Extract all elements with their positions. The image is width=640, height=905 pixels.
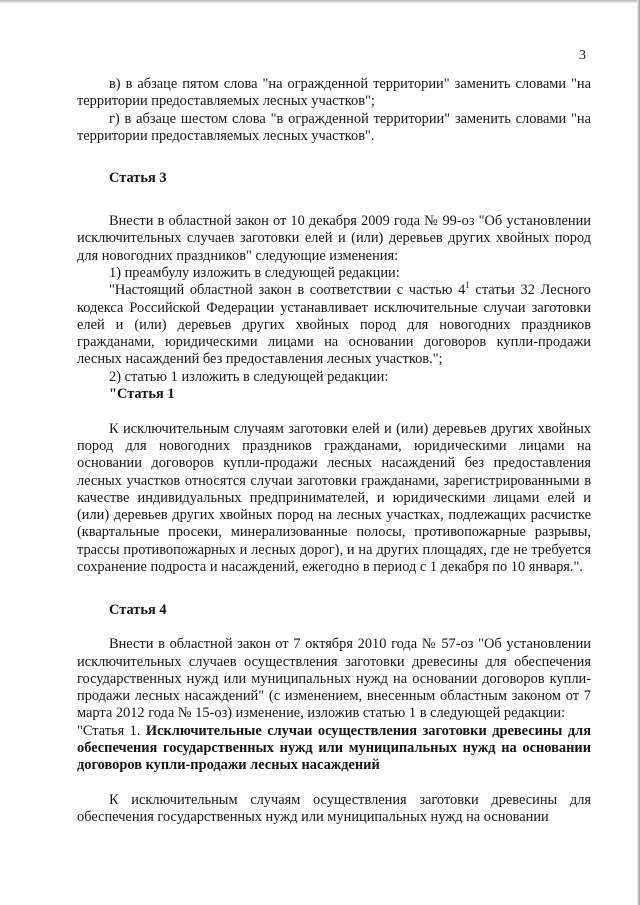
quoted-article-1-title-block bbox=[77, 723, 591, 775]
preamble-text-end: статьи 32 Лесного кодекса Российской Федерации устанавливает исключительные случаи заготовки елей и (или) деревьев других хвойных пород для новогодних праздников гражданами, юридическими лицами на основании договоров купли-продажи лесных насаждений без предоставления лесных участков."; bbox=[77, 282, 591, 368]
quoted-article-1-text: К исключительным случаям заготовки елей и (или) деревьев других хвойных пород для новогодних праздников гражданами, юридическими лицами на основании договоров купли-продажи лесных насаждений без предоставления лесных участков относятся случаи заготовки гражданами, зарегистрированными в качестве индивидуальных предпринимателей, и юридическими лицами елей и (или) деревьев других хвойных пород на лесных участках, подлежащих расчистке (квартальные просеки, минерализованные полосы, противопожарные разрывы, трассы противопожарных и лесных дорог), и на других площадях, где не требуется сохранение подроста и насаждений, ежегодно в период с 1 декабря по 10 января.". bbox=[77, 420, 591, 576]
spacer bbox=[77, 403, 591, 420]
scan-edge-top bbox=[0, 0, 640, 3]
article-3-intro: Внести в областной закон от 10 декабря 2009 года № 99-оз "Об установлении исключительных случаев заготовки елей и (или) деревьев других хвойных пород для новогодних праздников" следующие изменения: bbox=[77, 213, 591, 264]
article-4-heading: Статья 4 bbox=[109, 601, 167, 618]
article-3-item-2: 2) статью 1 изложить в следующей редакции: bbox=[109, 368, 389, 385]
item-v-paragraph: в) в абзаце пятом слова "на огражденной территории" заменить словами "на территории предоставляемых лесных участков"; bbox=[77, 76, 591, 110]
spacer bbox=[77, 188, 591, 205]
spacer bbox=[77, 594, 591, 602]
preamble-text-start: "Настоящий областной закон в соответствии с частью 4 bbox=[109, 282, 466, 299]
spacer bbox=[77, 576, 591, 593]
spacer bbox=[77, 775, 591, 792]
article-3-heading: Статья 3 bbox=[109, 170, 167, 187]
quoted-article-1-heading: "Статья 1 bbox=[109, 386, 175, 403]
spacer bbox=[77, 162, 591, 170]
article-4-quoted-text: К исключительным случаям осуществления заготовки древесины для обеспечения государственных нужд или муниципальных нужд на основании bbox=[77, 791, 591, 826]
item-g-paragraph: г) в абзаце шестом слова "в огражденной территории" заменить словами "на территории предоставляемых лесных участков". bbox=[77, 110, 591, 144]
article-4-intro: Внести в областной закон от 7 октября 2010 года № 57-оз "Об установлении исключительных случаев осуществления заготовки древесины для обеспечения государственных нужд или муниципальных нужд на основании договоров купли-продажи лесных насаждений" (с изменением, внесенным областным законом от 7 марта 2012 года № 15-оз) изменение, изложив статью 1 в следующей редакции: bbox=[77, 636, 591, 722]
spacer bbox=[77, 145, 591, 162]
document-body bbox=[77, 76, 591, 826]
preamble-superscript: 1 bbox=[465, 280, 470, 291]
page-number: 3 bbox=[579, 48, 586, 63]
quoted-article-1-prefix: "Статья 1. bbox=[77, 722, 146, 739]
spacer bbox=[77, 619, 591, 636]
quoted-article-1-title: Исключительные случаи осуществления заготовки древесины для обеспечения государственных нужд или муниципальных нужд на основании договоров купли-продажи лесных насаждений bbox=[77, 722, 591, 774]
article-3-preamble bbox=[77, 282, 591, 368]
spacer bbox=[77, 205, 591, 213]
article-3-item-1: 1) преамбулу изложить в следующей редакции: bbox=[109, 264, 400, 281]
